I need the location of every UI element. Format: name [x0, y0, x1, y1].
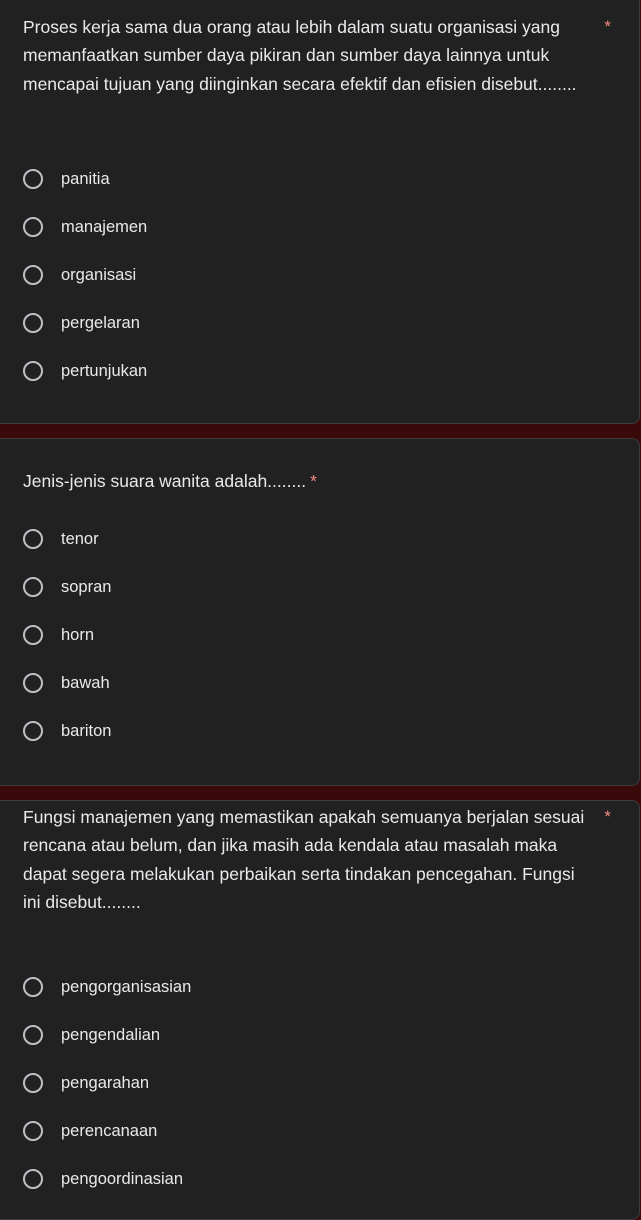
radio-button[interactable] [23, 1169, 43, 1189]
option-label: organisasi [61, 266, 137, 284]
option-label: pengoordinasian [61, 1170, 184, 1188]
radio-button[interactable] [23, 169, 43, 189]
option-horn[interactable] [23, 611, 111, 659]
radio-button[interactable] [23, 361, 43, 381]
question-row-2 [23, 467, 317, 495]
option-label: panitia [61, 170, 110, 188]
option-bawah[interactable] [23, 659, 111, 707]
option-pertunjukan[interactable] [23, 347, 147, 395]
radio-button[interactable] [23, 673, 43, 693]
radio-button[interactable] [23, 625, 43, 645]
option-label: horn [61, 626, 95, 644]
option-organisasi[interactable] [23, 251, 147, 299]
option-label: bawah [61, 674, 110, 692]
radio-button[interactable] [23, 721, 43, 741]
option-label: pengarahan [61, 1074, 150, 1092]
option-panitia[interactable] [23, 155, 147, 203]
options-group-1 [23, 155, 147, 395]
radio-button[interactable] [23, 529, 43, 549]
option-label: pergelaran [61, 314, 140, 332]
radio-button[interactable] [23, 1073, 43, 1093]
option-label: sopran [61, 578, 112, 596]
required-asterisk-3: * [604, 807, 611, 826]
radio-button[interactable] [23, 1121, 43, 1141]
option-tenor[interactable] [23, 515, 111, 563]
option-label: tenor [61, 530, 99, 548]
required-asterisk-2: * [310, 471, 317, 491]
option-label: pengendalian [61, 1026, 161, 1044]
radio-button[interactable] [23, 577, 43, 597]
question-card-2 [0, 438, 640, 786]
option-label: pertunjukan [61, 362, 148, 380]
option-perencanaan[interactable] [23, 1107, 191, 1155]
option-pengorganisasian[interactable] [23, 963, 191, 1011]
radio-button[interactable] [23, 1025, 43, 1045]
radio-button[interactable] [23, 265, 43, 285]
option-label: pengorganisasian [61, 978, 192, 996]
options-group-3 [23, 963, 191, 1203]
required-asterisk-1: * [604, 17, 611, 36]
question-text-2: Jenis-jenis suara wanita adalah........ [23, 471, 307, 491]
option-label: bariton [61, 722, 112, 740]
question-card-1 [0, 0, 640, 424]
option-pengoordinasian[interactable] [23, 1155, 191, 1203]
radio-button[interactable] [23, 313, 43, 333]
option-label: perencanaan [61, 1122, 158, 1140]
question-text-3: Fungsi manajemen yang memastikan apakah semuanya berjalan sesuai rencana atau belum, dan jika masih ada kendala atau masalah maka dapat segera melakukan perbaikan serta tindakan pencegahan. Fungsi ini disebut........ [23, 807, 585, 913]
option-bariton[interactable] [23, 707, 111, 755]
option-pergelaran[interactable] [23, 299, 147, 347]
radio-button[interactable] [23, 977, 43, 997]
question-text-1: Proses kerja sama dua orang atau lebih dalam suatu organisasi yang memanfaatkan sumber daya pikiran dan sumber daya lainnya untuk mencapai tujuan yang diinginkan secara efektif dan efisien disebut........ [23, 17, 577, 94]
radio-button[interactable] [23, 217, 43, 237]
option-pengendalian[interactable] [23, 1011, 191, 1059]
option-sopran[interactable] [23, 563, 111, 611]
option-manajemen[interactable] [23, 203, 147, 251]
options-group-2 [23, 515, 111, 755]
option-label: manajemen [61, 218, 148, 236]
question-card-3 [0, 800, 640, 1220]
option-pengarahan[interactable] [23, 1059, 191, 1107]
